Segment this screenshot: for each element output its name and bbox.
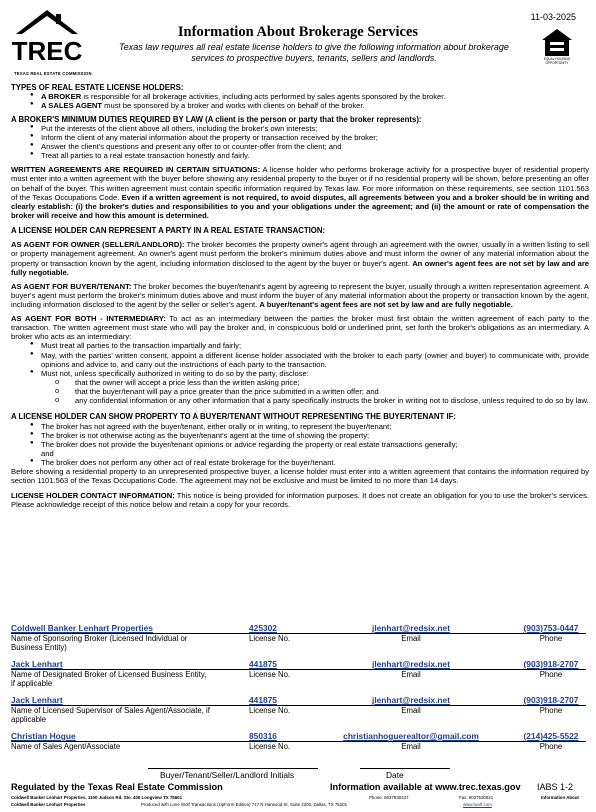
sales-agent-name: Christian Hogue — [11, 731, 76, 741]
form-id: IABS 1-2 — [537, 782, 574, 792]
contact-table — [11, 623, 581, 767]
paragraph-bold-tail: An owner's agent fees are not set by law and are fully negotiable. — [11, 258, 590, 277]
email-col-label: Email — [401, 742, 421, 751]
initials-input-line[interactable] — [148, 768, 318, 769]
paragraph-text: The broker becomes the property owner's agent through an agreement with the owner, usually in a written listing to sell or property management agreement. An owner's agent must perform the broker's minimum duties above and must inform the owner of any material information about the property or transaction known by the agent, including information disclosed to the agent by the buyer or buyer's agent. — [11, 240, 589, 268]
paragraph-bold-tail: A buyer/tenant's agent fees are not set by law and are fully negotiable. — [259, 300, 513, 309]
term: A BROKER — [41, 92, 82, 102]
form-body — [11, 79, 589, 510]
row-label: Name of Licensed Supervisor of Sales Agent/Associate, if applicable — [11, 706, 210, 725]
intermediary-list — [31, 341, 589, 377]
designated-broker-email[interactable]: jlenhart@redsix.net — [372, 659, 450, 669]
designated-broker-name: Jack Lenhart — [11, 659, 63, 669]
date-label: Date — [386, 770, 404, 780]
intermediary-paragraph — [11, 314, 589, 341]
duties-list — [31, 124, 589, 160]
designated-broker-phone: (903)918-2707 — [523, 659, 579, 669]
date-input-line[interactable] — [360, 768, 450, 769]
list-item — [31, 92, 589, 101]
list-item: ● The broker does not perform any other act of real estate brokerage for the buyer/tenant. — [31, 458, 589, 467]
license-col-label: License No. — [249, 706, 291, 715]
owner-agent-paragraph — [11, 240, 589, 276]
list-item: ● Must treat all parties to the transaction impartially and fairly; — [31, 341, 589, 350]
paragraph-lead: AS AGENT FOR BOTH - INTERMEDIARY: — [11, 314, 166, 324]
paragraph-lead: WRITTEN AGREEMENTS ARE REQUIRED IN CERTAIN SITUATIONS: — [11, 165, 261, 175]
types-list — [31, 92, 589, 110]
definition: must be sponsored by a broker and works with clients on behalf of the broker. — [102, 101, 365, 111]
and-text: and — [41, 448, 54, 458]
list-item: ● May, with the parties' written consent, appoint a different license holder associated with the broker to each party (owner and buyer) to communicate with, provide opinions and advice to, and carry out the instructions of each party to the transaction. — [31, 351, 589, 369]
license-col-label: License No. — [249, 742, 291, 751]
list-item: ● The broker has not agreed with the buyer/tenant, either orally or in writing, to represent the buyer/tenant; — [31, 422, 589, 431]
brokerage-fax: Fax: 9037530921 — [459, 795, 494, 800]
represent-heading: A LICENSE HOLDER CAN REPRESENT A PARTY IN A REAL ESTATE TRANSACTION: — [11, 226, 326, 235]
paragraph-text: A license holder who performs brokerage activity for a prospective buyer of residential property must enter into a written agreement with the buyer before showing any residential property to the buyer or if no residential property will be shown, before presenting an offer on behalf of the buyer. This written agreement must contain specific information required by Texas law. For more information on these requirements, see section 1101.563 of the Texas Occupations Code. — [11, 165, 589, 202]
paragraph-text: The broker becomes the buyer/tenant's agent by agreeing to represent the buyer, usually through a written representation agreement. A buyer's agent must perform the broker's minimum duties above and must inform the buyer of any material information about the property or transaction known by the agent, including information disclosed to the agent by the seller or seller's agent. — [11, 281, 589, 309]
document-name: Information About — [541, 795, 579, 800]
phone-col-label: Phone — [539, 706, 563, 715]
show-property-list — [31, 422, 589, 449]
list-item: ● The broker does not provide the buyer/tenant opinions or advice regarding the property or real estate transactions generally; — [31, 440, 589, 449]
list-item: ● The broker is not otherwise acting as the buyer/tenant's agent at the time of showing the property; — [31, 431, 589, 440]
logo-text: TREC — [11, 36, 83, 66]
email-col-label: Email — [401, 706, 421, 715]
sales-agent-license: 850316 — [249, 731, 277, 741]
paragraph-lead: AS AGENT FOR BUYER/TENANT: — [11, 281, 132, 291]
unrepresented-buyer-paragraph: Before showing a residential property to an unrepresented prospective buyer, a license holder must enter into a written agreement that contains the information required by section 1101.563 of the Texas Occupations Code. The agreement may not be exclusive and must be limited to no more than 14 days. — [11, 467, 589, 486]
licensed-supervisor-email[interactable]: jlenhart@redsix.net — [372, 695, 450, 705]
sub-list-item: o any confidential information or any other information that a party specifically instructs the broker in writing not to disclose, unless required to do so by law. — [55, 396, 589, 405]
buyer-agent-paragraph — [11, 282, 589, 309]
row-label: Name of Sales Agent/Associate — [11, 742, 121, 751]
list-item: ● Treat all parties to a real estate transaction honestly and fairly. — [31, 151, 589, 160]
contact-info-paragraph — [11, 491, 589, 509]
regulated-by-text: Regulated by the Texas Real Estate Commission — [11, 782, 223, 792]
form-date: 11-03-2025 — [530, 12, 576, 22]
producer-text: Produced with Lone Wolf Transactions (zipForm Edition) 717 N Harwood St, Suite 2200, Dallas, TX 75201 — [141, 802, 348, 807]
logo-tagline: TEXAS REAL ESTATE COMMISSION — [14, 70, 92, 76]
paragraph-lead: LICENSE HOLDER CONTACT INFORMATION: — [11, 491, 175, 501]
sponsoring-broker-name: Coldwell Banker Lenhart Properties — [11, 623, 153, 633]
sub-list-item: o that the owner will accept a price less than the written asking price; — [55, 378, 589, 387]
license-col-label: License No. — [249, 670, 291, 679]
brokerage-address: Coldwell Banker Lenhart Properties, 1100 Judson Rd. Ste. 400 Longview TX 75601 — [11, 795, 183, 800]
lwolf-link[interactable]: www.lwolf.com — [463, 802, 492, 807]
paragraph-lead: AS AGENT FOR OWNER (SELLER/LANDLORD): — [11, 240, 185, 250]
trec-logo — [10, 8, 92, 76]
licensed-supervisor-phone: (903)918-2707 — [523, 695, 579, 705]
contact-row-sponsoring-broker — [11, 623, 581, 659]
paragraph-bold-tail: Even if a written agreement is not required, to avoid disputes, all agreements between you and a broker should be in writing and clearly establish: (i) the broker's duties and responsibilities to you and your obligations under the agreement; and (ii) the amount or rate of compensation the broker will receive and how this amount is determined. — [11, 192, 589, 220]
list-item: ● Must not, unless specifically authorized in writing to do so by the party, disclose: — [31, 369, 589, 378]
page-subtitle: Texas law requires all real estate license holders to give the following information about brokerage services to prospective buyers, tenants, sellers and landlords. — [119, 42, 509, 64]
list-item: ● Answer the client's questions and present any offer to or counter-offer from the client; and — [31, 142, 589, 151]
list-item: ● Put the interests of the client above all others, including the broker's own interests; — [31, 124, 589, 133]
term: A SALES AGENT — [41, 101, 103, 111]
phone-col-label: Phone — [539, 634, 563, 643]
eho-caption: EQUAL HOUSING OPPORTUNITY — [543, 57, 571, 65]
duties-heading: A BROKER'S MINIMUM DUTIES REQUIRED BY LAW (A client is the person or party that the broker represents): — [11, 114, 422, 124]
sales-agent-phone: (214)425-5522 — [523, 731, 579, 741]
license-col-label: License No. — [249, 634, 291, 643]
page-title: Information About Brokerage Services — [177, 24, 419, 40]
email-col-label: Email — [401, 670, 421, 679]
contact-row-sales-agent — [11, 731, 581, 767]
row-label: Name of Designated Broker of Licensed Business Entity, if applicable — [11, 670, 207, 689]
brokerage-name: Coldwell Banker Lenhart Properties — [11, 802, 86, 807]
paragraph-text: This notice is being provided for information purposes. It does not create an obligation for you to use the broker's services. Please acknowledge receipt of this notice below and retain a copy for your records. — [11, 491, 589, 510]
written-agreements-paragraph — [11, 165, 589, 220]
show-property-list-last — [31, 458, 589, 467]
phone-col-label: Phone — [539, 742, 563, 751]
designated-broker-license: 441875 — [249, 659, 277, 669]
paragraph-text: To act as an intermediary between the parties the broker must first obtain the written agreement of each party to the transaction. The written agreement must state who will pay the broker and, in conspicuous bold or underlined print, set forth the broker's obligations as an intermediary. A broker who acts as an intermediary: — [11, 314, 589, 342]
licensed-supervisor-license: 441875 — [249, 695, 277, 705]
info-available-text: Information available at www.trec.texas.gov — [330, 782, 521, 792]
contact-row-designated-broker — [11, 659, 581, 695]
brokerage-phone: Phone: 9037530447 — [369, 795, 409, 800]
initials-label: Buyer/Tenant/Seller/Landlord Initials — [160, 770, 295, 780]
sales-agent-email[interactable]: christianhoguerealtor@gmail.com — [343, 731, 479, 741]
list-item: ● Inform the client of any material information about the property or transaction received by the broker; — [31, 133, 589, 142]
definition: is responsible for all brokerage activities, including acts performed by sales agents sponsored by the broker. — [81, 92, 446, 102]
types-heading: TYPES OF REAL ESTATE LICENSE HOLDERS: — [11, 83, 184, 92]
show-property-heading: A LICENSE HOLDER CAN SHOW PROPERTY TO A BUYER/TENANT WITHOUT REPRESENTING THE BUYER/TENANT IF: — [11, 412, 457, 422]
row-label: Name of Sponsoring Broker (Licensed Individual or Business Entity) — [11, 634, 188, 653]
list-item — [31, 101, 589, 110]
sub-list-item: o that the buyer/tenant will pay a price greater than the price submitted in a written offer; and — [55, 387, 589, 396]
intermediary-sublist — [55, 378, 589, 405]
email-col-label: Email — [401, 634, 421, 643]
sponsoring-broker-license: 425302 — [249, 623, 277, 633]
contact-row-licensed-supervisor — [11, 695, 581, 731]
sponsoring-broker-email[interactable]: jlenhart@redsix.net — [372, 623, 450, 633]
licensed-supervisor-name: Jack Lenhart — [11, 695, 63, 705]
phone-col-label: Phone — [539, 670, 563, 679]
sponsoring-broker-phone: (903)753-0447 — [523, 623, 579, 633]
